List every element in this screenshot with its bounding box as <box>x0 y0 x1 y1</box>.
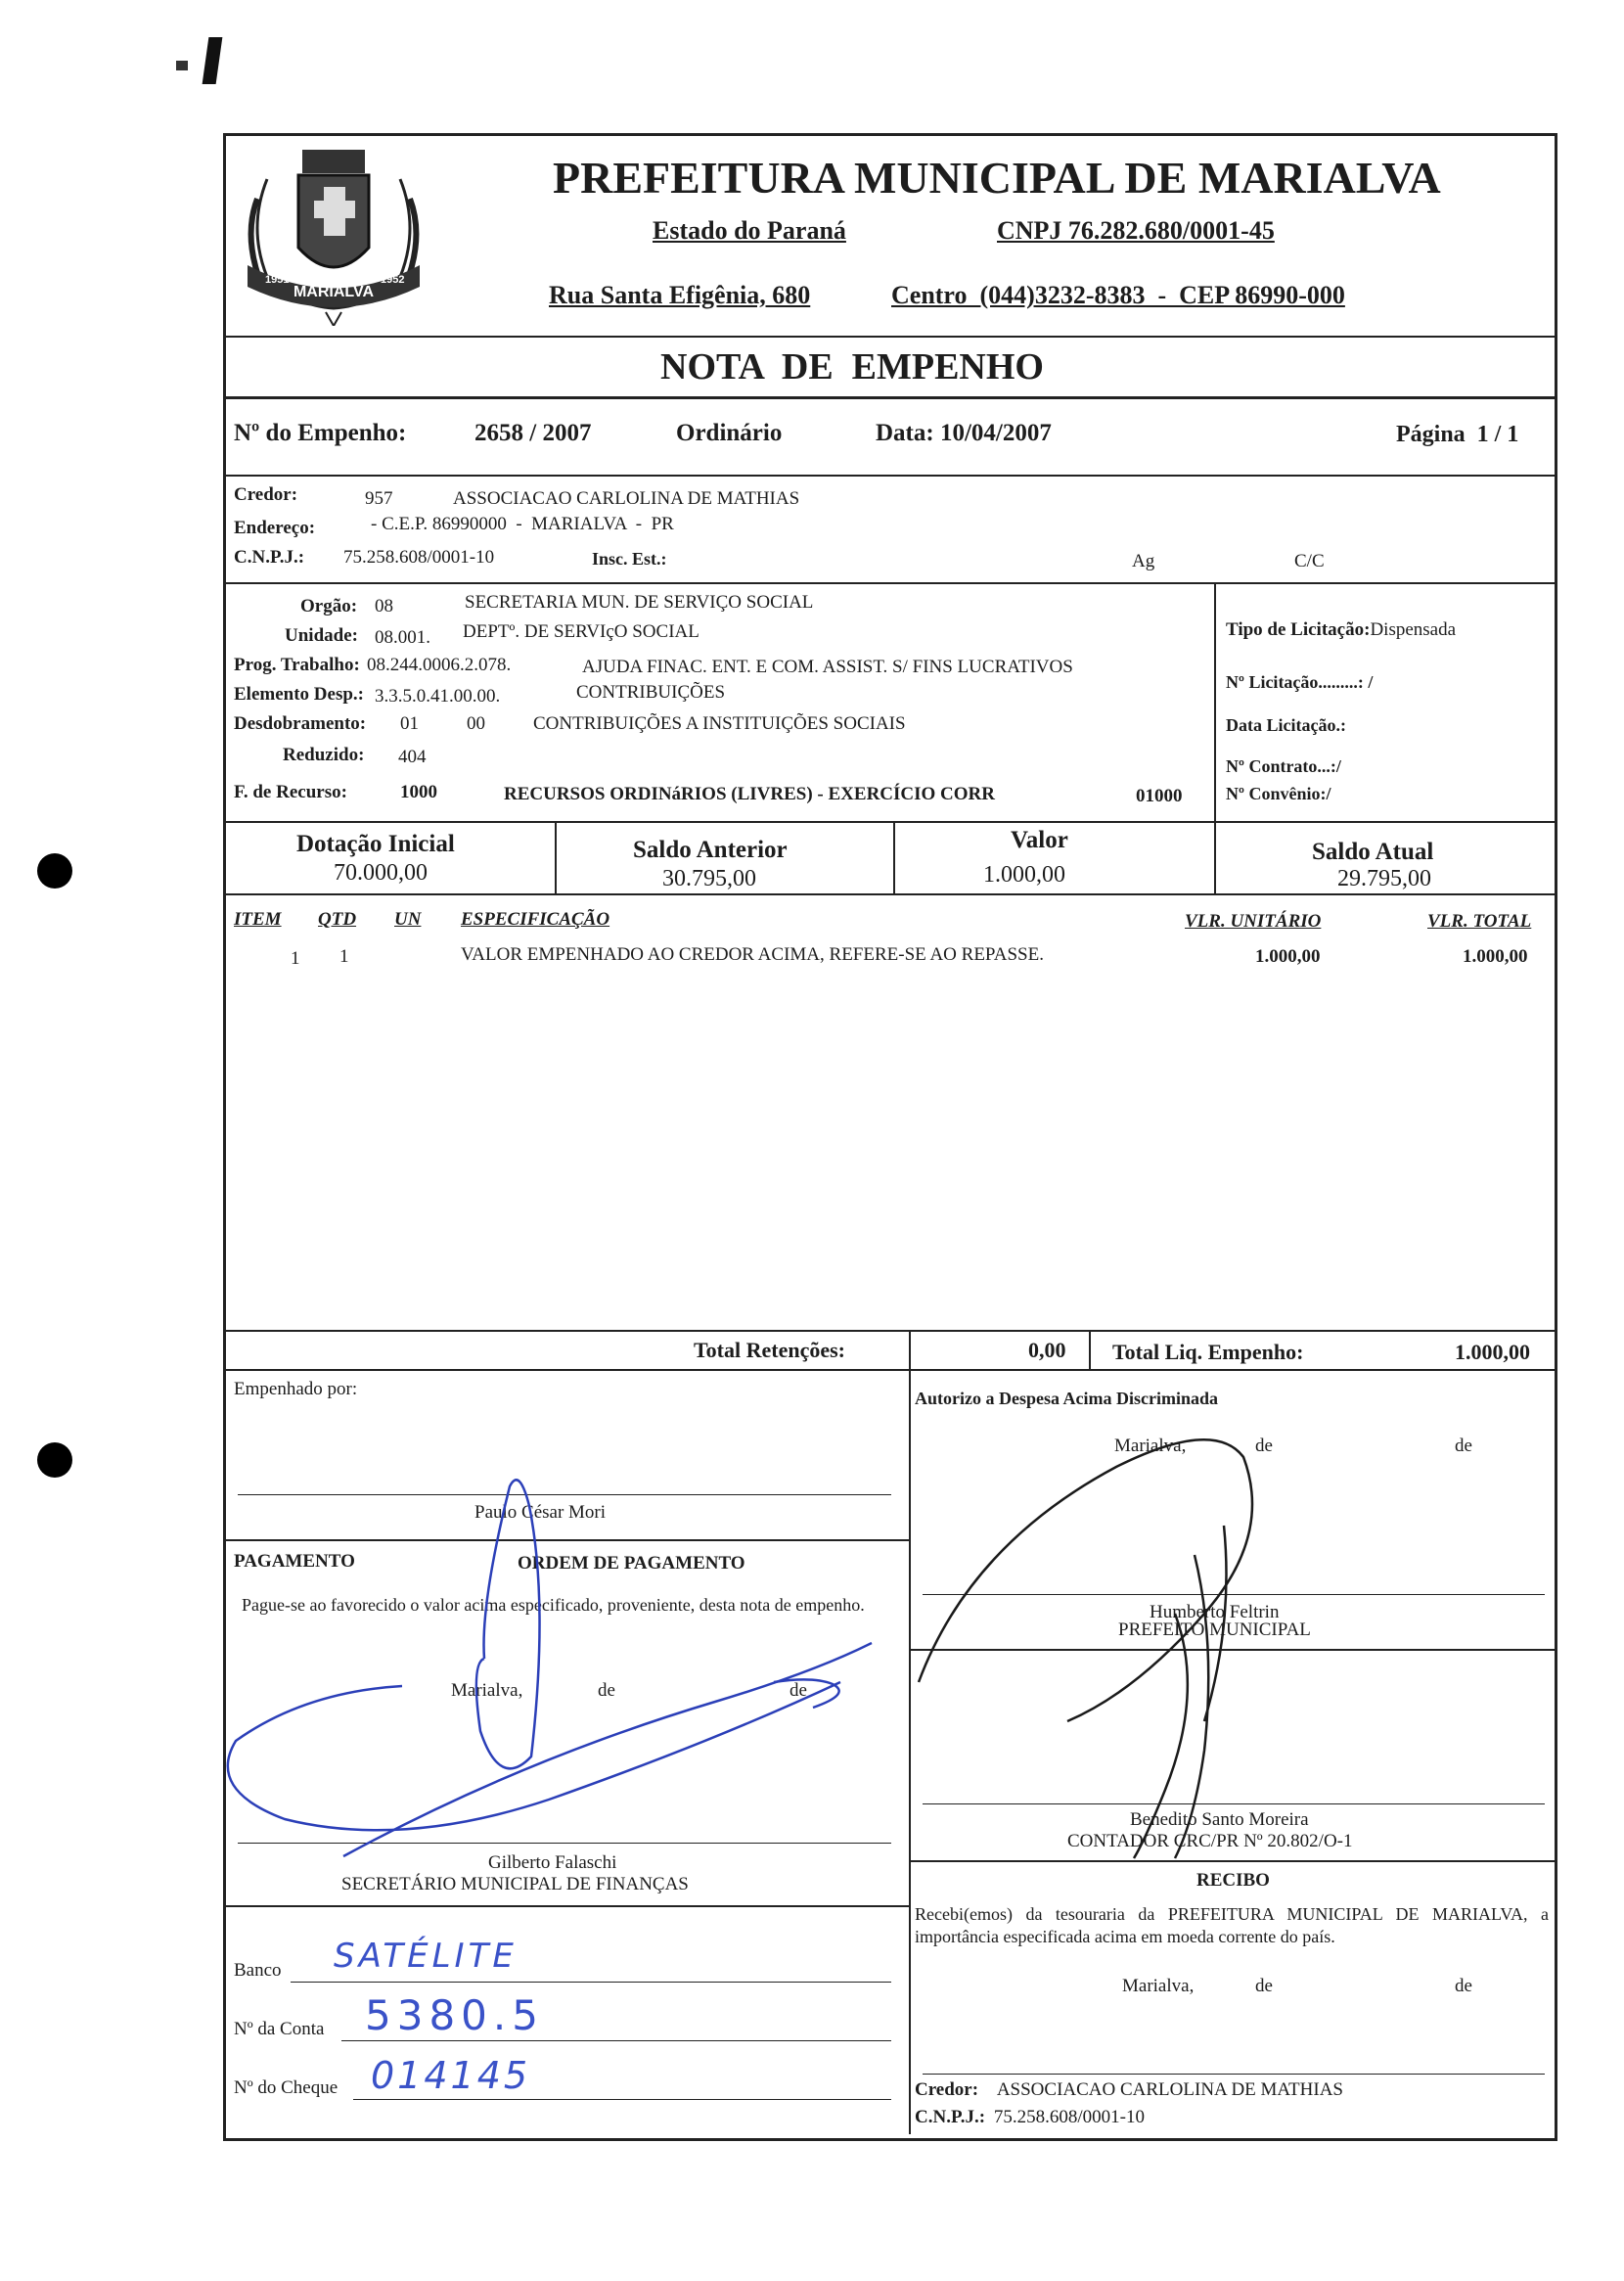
recibo-cnpj-label: C.N.P.J.: <box>915 2107 986 2127</box>
dotacao-inicial-label: Dotação Inicial <box>296 831 455 857</box>
secretary-name: Gilberto Falaschi <box>488 1852 617 1873</box>
creditor-code: 957 <box>365 488 393 509</box>
total-retencoes-label: Total Retenções: <box>694 1338 845 1362</box>
row-unit-value: 1.000,00 <box>1255 946 1321 967</box>
cheque-label: Nº do Cheque <box>234 2077 338 2098</box>
divider <box>226 1369 1555 1371</box>
conta-label: Nº da Conta <box>234 2019 325 2039</box>
municipality-cnpj: CNPJ 76.282.680/0001-45 <box>997 216 1275 245</box>
elemento-code: 3.3.5.0.41.00.00. <box>375 686 501 707</box>
empenho-number-label: Nº do Empenho: <box>234 420 407 446</box>
desdobramento-code-1: 01 <box>400 713 419 734</box>
saldo-anterior-label: Saldo Anterior <box>633 837 788 863</box>
desdobramento-code-2: 00 <box>467 713 485 734</box>
recibo-credor <box>915 2079 1343 2101</box>
municipality-title: PREFEITURA MUNICIPAL DE MARIALVA <box>553 153 1441 203</box>
recibo-credor-name: ASSOCIACAO CARLOLINA DE MATHIAS <box>996 2079 1343 2100</box>
col-un-header: UN <box>394 909 422 930</box>
total-retencoes-value: 0,00 <box>1028 1338 1066 1362</box>
address-rest: Centro (044)3232-8383 - CEP 86990-000 <box>891 281 1345 309</box>
empenho-type: Ordinário <box>676 420 783 446</box>
creditor-label: Credor: <box>234 484 298 505</box>
divider-vertical <box>1214 582 1216 821</box>
banco-label: Banco <box>234 1960 282 1981</box>
fonte-recurso-code-2: 01000 <box>1136 786 1183 806</box>
nota-empenho-form <box>223 133 1557 2141</box>
cc-label: C/C <box>1294 551 1325 571</box>
prog-trabalho-label: Prog. Trabalho: <box>234 655 360 675</box>
col-unit-header: VLR. UNITÁRIO <box>1185 911 1322 932</box>
recibo-text: Recebi(emos) da tesouraria da PREFEITURA MUNICIPAL DE MARIALVA, a importância especificada acima em moeda corrente do país. <box>915 1904 1549 1946</box>
recibo-label: RECIBO <box>1196 1870 1270 1891</box>
recibo-de-2: de <box>1455 1976 1472 1996</box>
signature-line <box>923 2074 1545 2075</box>
municipal-crest <box>238 140 429 326</box>
crest-year-left: 1951 <box>265 274 290 286</box>
numero-licitacao: Nº Licitação.........: / <box>1226 672 1374 692</box>
reduzido-code: 404 <box>398 747 427 767</box>
desdobramento-name: CONTRIBUIÇÕES A INSTITUIÇÕES SOCIAIS <box>533 713 906 734</box>
creditor-name: ASSOCIACAO CARLOLINA DE MATHIAS <box>453 488 800 509</box>
divider <box>226 582 1555 584</box>
autorizo-despesa: Autorizo a Despesa Acima Discriminada <box>915 1389 1218 1408</box>
contador-title: CONTADOR CRC/PR Nº 20.802/O-1 <box>1067 1831 1353 1851</box>
empenhado-por-label: Empenhado por: <box>234 1379 358 1399</box>
city-label: Marialva, <box>451 1680 523 1701</box>
orgao-name: SECRETARIA MUN. DE SERVIÇO SOCIAL <box>465 592 814 613</box>
numero-contrato: Nº Contrato...:/ <box>1226 756 1341 776</box>
banco-value: SATÉLITE <box>334 1937 518 1976</box>
divider <box>226 1330 1555 1332</box>
recibo-de-1: de <box>1255 1976 1273 1996</box>
page-number: Página 1 / 1 <box>1396 422 1519 447</box>
unidade-code: 08.001. <box>375 627 430 648</box>
ag-label: Ag <box>1132 551 1155 571</box>
scan-mark-small <box>176 61 188 70</box>
banco-line <box>291 1982 891 1983</box>
ordem-pagamento-text: Pague-se ao favorecido o valor acima especificado, proveniente, desta nota de empenho. <box>242 1595 865 1615</box>
row-spec: VALOR EMPENHADO AO CREDOR ACIMA, REFERE-SE AO REPASSE. <box>461 944 1044 965</box>
orgao-code: 08 <box>375 596 393 616</box>
divider <box>226 893 1555 895</box>
secretary-title: SECRETÁRIO MUNICIPAL DE FINANÇAS <box>341 1874 689 1894</box>
right-de-1: de <box>1255 1436 1273 1456</box>
saldo-atual-value: 29.795,00 <box>1337 866 1431 891</box>
prefeito-name: Humberto Feltrin <box>1150 1602 1280 1622</box>
row-item: 1 <box>291 948 300 969</box>
creditor-address: - C.E.P. 86990000 - MARIALVA - PR <box>371 514 674 534</box>
punch-hole-top <box>37 853 72 889</box>
cheque-value: 014145 <box>371 2054 531 2097</box>
row-qtd: 1 <box>339 946 349 967</box>
total-liquido-label: Total Liq. Empenho: <box>1112 1340 1304 1364</box>
scan-mark <box>203 37 223 84</box>
right-city: Marialva, <box>1114 1436 1187 1456</box>
right-de-2: de <box>1455 1436 1472 1456</box>
tipo-licitacao-label: Tipo de Licitação: <box>1226 619 1371 640</box>
valor-value: 1.000,00 <box>983 862 1065 888</box>
prog-trabalho-name: AJUDA FINAC. ENT. E COM. ASSIST. S/ FINS LUCRATIVOS <box>582 657 1073 677</box>
col-total-header: VLR. TOTAL <box>1427 911 1532 932</box>
prog-trabalho-code: 08.244.0006.2.078. <box>367 655 512 675</box>
contador-name: Benedito Santo Moreira <box>1130 1809 1309 1830</box>
street-address: Rua Santa Efigênia, 680 <box>549 281 811 309</box>
data-licitacao: Data Licitação.: <box>1226 715 1346 735</box>
valor-label: Valor <box>1011 827 1068 853</box>
reduzido-label: Reduzido: <box>283 745 365 765</box>
divider <box>226 821 1555 823</box>
crest-year-right: 1952 <box>381 274 405 286</box>
conta-value: 5380.5 <box>365 1991 544 2039</box>
col-qtd-header: QTD <box>318 909 357 930</box>
divider <box>226 336 1555 338</box>
recibo-credor-label: Credor: <box>915 2079 979 2100</box>
conta-line <box>341 2040 891 2041</box>
divider <box>226 1905 911 1907</box>
divider <box>226 396 1555 399</box>
address-label: Endereço: <box>234 518 316 538</box>
divider-vertical <box>1214 821 1216 893</box>
dotacao-inicial-value: 70.000,00 <box>334 860 428 886</box>
cnpj-label: C.N.P.J.: <box>234 547 305 568</box>
prefeito-title: PREFEITO MUNICIPAL <box>1118 1620 1311 1640</box>
date-de-2: de <box>789 1680 807 1701</box>
desdobramento-label: Desdobramento: <box>234 713 367 734</box>
unidade-name: DEPTº. DE SERVIçO SOCIAL <box>463 621 699 642</box>
punch-hole-bottom <box>37 1442 72 1478</box>
empenhado-por-name: Paulo César Mori <box>474 1502 607 1523</box>
col-spec-header: ESPECIFICAÇÃO <box>461 909 610 930</box>
recibo-city: Marialva, <box>1122 1976 1195 1996</box>
recibo-cnpj-value: 75.258.608/0001-10 <box>993 2107 1145 2127</box>
row-total-value: 1.000,00 <box>1463 946 1528 967</box>
divider-vertical <box>893 821 895 893</box>
cheque-line <box>353 2099 891 2100</box>
recibo-cnpj <box>915 2107 1145 2128</box>
orgao-label: Orgão: <box>300 596 358 616</box>
ordem-pagamento-label: ORDEM DE PAGAMENTO <box>518 1553 745 1574</box>
total-liquido-value: 1.000,00 <box>1455 1340 1530 1364</box>
empenho-date: Data: 10/04/2007 <box>876 420 1052 446</box>
tipo-licitacao <box>1226 619 1456 641</box>
tipo-licitacao-value: Dispensada <box>1370 619 1457 640</box>
crest-banner-text: MARIALVA <box>293 284 375 300</box>
document-title: NOTA DE EMPENHO <box>660 346 1044 388</box>
saldo-atual-label: Saldo Atual <box>1312 839 1434 865</box>
empenho-number: 2658 / 2007 <box>474 420 592 446</box>
col-item-header: ITEM <box>234 909 282 930</box>
date-de-1: de <box>598 1680 615 1701</box>
pagamento-label: PAGAMENTO <box>234 1551 355 1572</box>
elemento-label: Elemento Desp.: <box>234 684 364 705</box>
creditor-cnpj: 75.258.608/0001-10 <box>343 547 495 568</box>
divider <box>226 475 1555 477</box>
unidade-label: Unidade: <box>285 625 358 646</box>
numero-convenio: Nº Convênio:/ <box>1226 784 1331 803</box>
divider-vertical <box>555 821 557 893</box>
fonte-recurso-code: 1000 <box>400 782 437 802</box>
divider-vertical <box>1089 1330 1091 1369</box>
signature-secretario <box>226 1467 911 1897</box>
fonte-recurso-label: F. de Recurso: <box>234 782 347 802</box>
saldo-anterior-value: 30.795,00 <box>662 866 756 891</box>
signature-prefeito <box>911 1398 1556 1868</box>
fonte-recurso-name: RECURSOS ORDINáRIOS (LIVRES) - EXERCÍCIO CORR <box>504 784 995 804</box>
state-label: Estado do Paraná <box>653 216 846 245</box>
insc-est-label: Insc. Est.: <box>592 549 667 569</box>
elemento-name: CONTRIBUIÇÕES <box>576 682 726 703</box>
